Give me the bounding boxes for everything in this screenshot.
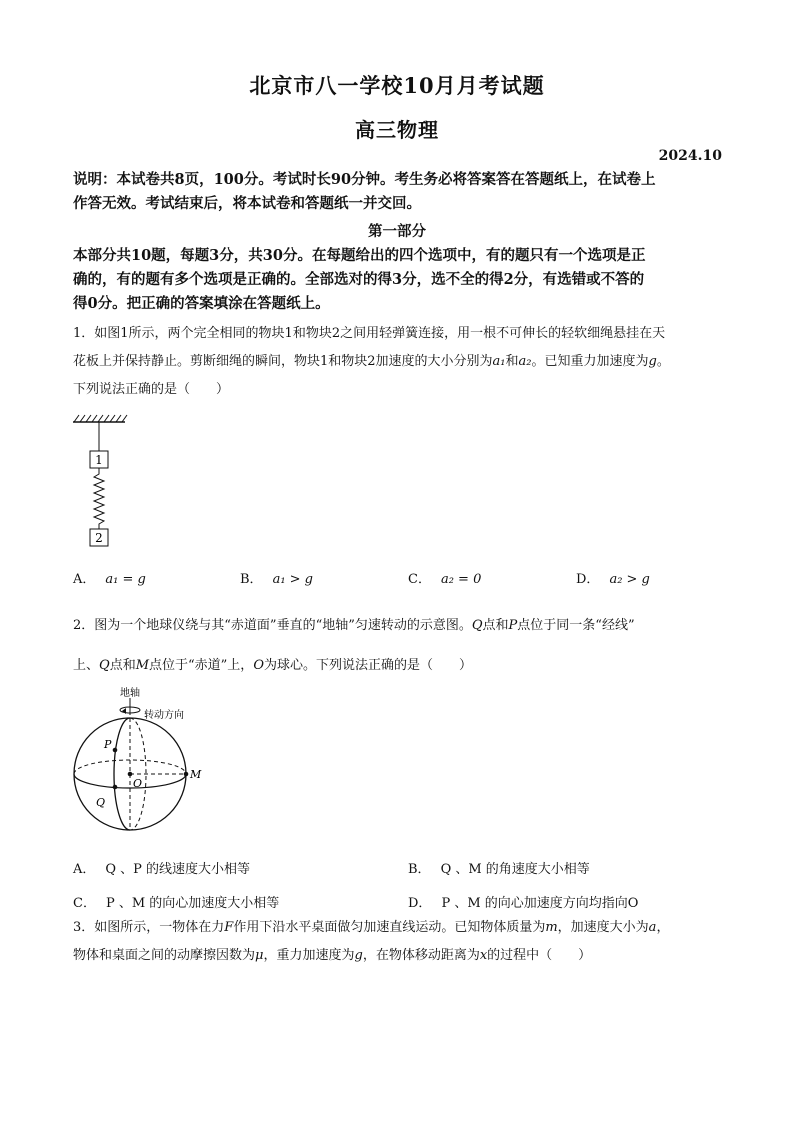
q1-option-b[interactable]: B． a₁ > g [240, 572, 314, 587]
question-2-text [73, 606, 728, 686]
q1-line1: 1．如图1所示，两个完全相同的物块1和物块2之间用轻弹簧连接，用一根不可伸长的轻软细绳悬挂在天 [73, 326, 666, 341]
block-2-label: 2 [95, 531, 103, 545]
instructions [73, 168, 723, 216]
spring [94, 468, 104, 529]
point-o [128, 772, 133, 777]
part1-title: 第一部分 [368, 223, 426, 240]
q1-line3: 下列说法正确的是（ ） [73, 382, 230, 397]
label-p: P [104, 738, 112, 751]
q1-line2: 花板上并保持静止。剪断细绳的瞬间，物块1和物块2加速度的大小分别为a₁和a₂。已知重力加速度为g。 [73, 354, 670, 369]
subject-title: 高三物理 [355, 118, 439, 142]
q1-option-a[interactable]: A． a₁ = g [73, 572, 146, 587]
q1-option-d[interactable]: D． a₂ > g [576, 572, 650, 587]
label-m: M [190, 768, 202, 781]
exam-date: 2024.10 [658, 148, 722, 164]
globe-figure [62, 682, 212, 842]
label-q: Q [96, 796, 106, 809]
q2-option-c[interactable]: C． P 、M 的向心加速度大小相等 [73, 896, 280, 911]
instructions-line1: 说明：本试卷共8页，100分。考试时长90分钟。考生务必将答案答在答题纸上，在试卷上 [73, 171, 656, 188]
q1-option-c[interactable]: C． a₂ = 0 [408, 572, 482, 587]
point-p [113, 748, 118, 753]
symbol-a1: a₁ [492, 354, 506, 369]
part1-line3: 得0分。把正确的答案填涂在答题纸上。 [73, 295, 330, 312]
part1-line1: 本部分共10题，每题3分，共30分。在每题给出的四个选项中，有的题只有一个选项是正 [73, 247, 646, 264]
rotation-arrowhead [122, 708, 126, 714]
q2-line2: 上、Q点和M点位于“赤道”上，O为球心。下列说法正确的是（ ） [73, 658, 472, 673]
symbol-a2: a₂ [518, 354, 532, 369]
ceiling-hatch [74, 415, 127, 422]
point-q [113, 785, 118, 790]
symbol-g: g [648, 354, 657, 369]
part1-instructions [73, 244, 723, 316]
q2-option-d[interactable]: D． P 、M 的向心加速度方向均指向O [408, 896, 639, 911]
q2-option-b[interactable]: B． Q 、M 的角速度大小相等 [408, 862, 590, 877]
q2-option-a[interactable]: A． Q 、P 的线速度大小相等 [73, 862, 251, 877]
q3-line1: 3．如图所示，一物体在力F作用下沿水平桌面做匀加速直线运动。已知物体质量为m，加速度大小为a， [73, 920, 670, 935]
point-m [184, 772, 189, 777]
school-title: 北京市八一学校10月月考试题 [249, 73, 545, 98]
question-3-text [73, 914, 728, 970]
question-1-text [73, 320, 728, 404]
spring-figure [70, 412, 130, 552]
label-o: O [133, 777, 143, 790]
q2-line1: 2．图为一个地球仪绕与其“赤道面”垂直的“地轴”匀速转动的示意图。Q点和P点位于同一条“经线” [73, 618, 635, 633]
rotation-label: 转动方向 [144, 710, 184, 721]
instructions-line2: 作答无效。考试结束后，将本试卷和答题纸一并交回。 [73, 195, 421, 212]
block-1-label: 1 [95, 453, 103, 467]
meridian-front [114, 718, 130, 830]
axis-label: 地轴 [120, 688, 140, 699]
part1-line2: 确的，有的题有多个选项是正确的。全部选对的得3分，选不全的得2分，有选错或不答的 [73, 271, 645, 288]
q3-line2: 物体和桌面之间的动摩擦因数为μ，重力加速度为g，在物体移动距离为x的过程中（ ） [73, 948, 592, 963]
